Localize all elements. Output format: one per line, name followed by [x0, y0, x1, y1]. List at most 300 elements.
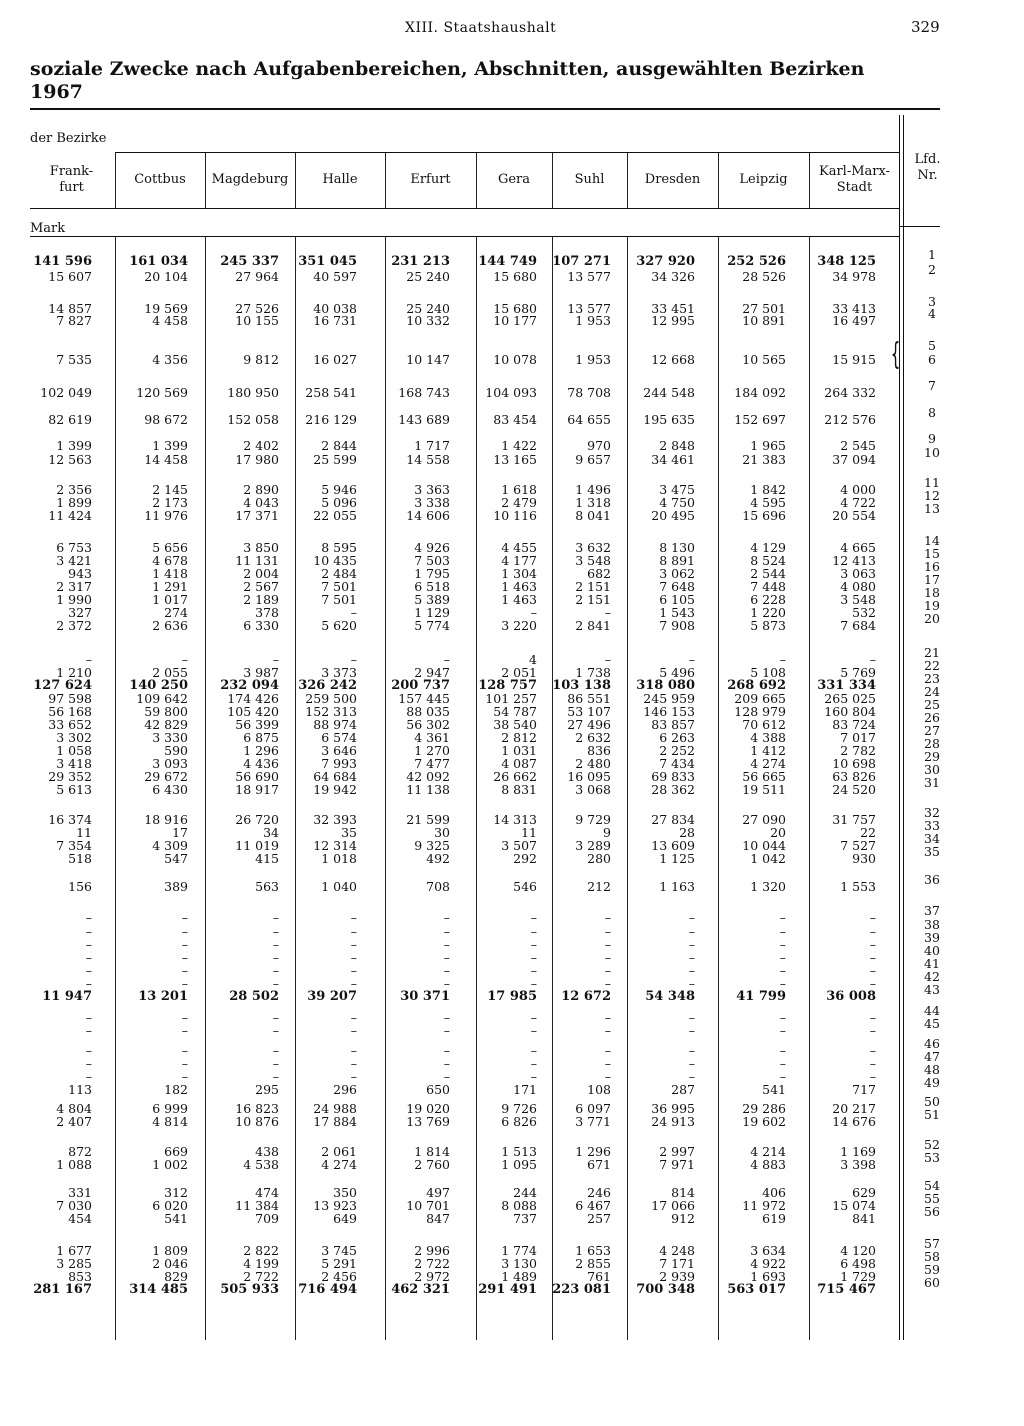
table-cell: –	[688, 937, 695, 952]
table-cell: 39 207	[307, 989, 357, 1004]
table-cell: 14 857	[48, 301, 92, 316]
row-number: 30	[924, 762, 940, 777]
table-cell: 2 145	[152, 482, 188, 497]
table-cell: 350	[333, 1185, 357, 1200]
row-number: 42	[924, 969, 940, 984]
column-header: Magdeburg	[211, 172, 289, 187]
table-cell: –	[530, 1043, 537, 1058]
table-cell: 5 389	[414, 592, 450, 607]
row-number: 5 6	[928, 338, 936, 367]
table-cell: –	[181, 1069, 188, 1084]
table-cell: 27 496	[567, 717, 611, 732]
table-cell: 1 296	[243, 743, 279, 758]
table-cell: 3 330	[152, 730, 188, 745]
table-cell: –	[272, 910, 279, 925]
table-cell: –	[85, 950, 92, 965]
table-cell: 10 044	[742, 838, 786, 853]
table-cell: 8 891	[659, 553, 695, 568]
table-cell: 7 017	[840, 730, 876, 745]
table-cell: 1 412	[750, 743, 786, 758]
table-cell: 1 795	[414, 566, 450, 581]
table-cell: –	[85, 924, 92, 939]
table-cell: 1 296	[575, 1144, 611, 1159]
table-cell: 26 720	[235, 812, 279, 827]
table-cell: –	[869, 1043, 876, 1058]
table-cell: –	[530, 605, 537, 620]
table-cell: –	[530, 924, 537, 939]
table-cell: 3 632	[575, 540, 611, 555]
table-cell: –	[443, 924, 450, 939]
table-cell: 10 155	[235, 313, 279, 328]
table-cell: 4 804	[56, 1101, 92, 1116]
table-cell: –	[530, 910, 537, 925]
table-cell: 541	[762, 1082, 786, 1097]
table-cell: 12 563	[48, 452, 92, 467]
column-header: Halle	[322, 172, 358, 187]
table-cell: 7 030	[56, 1198, 92, 1213]
table-cell: 1 422	[501, 438, 537, 453]
table-cell: 152 058	[227, 412, 279, 427]
table-cell: 232 094	[220, 678, 279, 693]
table-cell: 3 475	[659, 482, 695, 497]
table-cell: 281 167	[33, 1282, 92, 1297]
column-header: Karl-Marx- Stadt	[819, 164, 890, 195]
table-cell: 649	[333, 1211, 357, 1226]
table-cell: 378	[255, 605, 279, 620]
table-cell: 160 804	[824, 704, 876, 719]
table-cell: 4 043	[243, 495, 279, 510]
table-cell: 3 771	[575, 1114, 611, 1129]
table-cell: 1 129	[414, 605, 450, 620]
row-number: 17	[924, 572, 940, 587]
table-cell: 4 309	[152, 838, 188, 853]
row-number: 15	[924, 546, 940, 561]
table-cell: 1 653	[575, 1243, 611, 1258]
table-cell: 912	[671, 1211, 695, 1226]
table-cell: 11 972	[742, 1198, 786, 1213]
table-cell: 1 729	[840, 1269, 876, 1284]
table-cell: –	[272, 652, 279, 667]
table-cell: 2 632	[575, 730, 611, 745]
row-number: 4	[928, 306, 936, 321]
table-cell: 4 000	[840, 482, 876, 497]
table-cell: 11 424	[48, 508, 92, 523]
table-cell: 244 548	[643, 385, 695, 400]
table-cell: 252 526	[727, 254, 786, 269]
table-cell: 287	[671, 1082, 695, 1097]
column-header: Leipzig	[739, 172, 788, 187]
table-cell: 17	[172, 825, 188, 840]
table-cell: 1 809	[152, 1243, 188, 1258]
table-cell: 1 814	[414, 1144, 450, 1159]
row-number: 52	[924, 1137, 940, 1152]
table-cell: 144 749	[478, 254, 537, 269]
row-number: 37	[924, 903, 940, 918]
table-cell: 18 917	[235, 782, 279, 797]
table-cell: 970	[587, 438, 611, 453]
table-cell: 682	[587, 566, 611, 581]
table-cell: 291 491	[478, 1282, 537, 1297]
table-cell: 1 002	[152, 1157, 188, 1172]
table-cell: 11 138	[406, 782, 450, 797]
table-cell: –	[688, 910, 695, 925]
table-cell: –	[443, 652, 450, 667]
table-cell: 2 822	[243, 1243, 279, 1258]
table-cell: –	[688, 1056, 695, 1071]
table-cell: 2 055	[152, 665, 188, 680]
table-cell: 10 116	[493, 508, 537, 523]
table-cell: 3 421	[56, 553, 92, 568]
table-cell: 716 494	[298, 1282, 357, 1297]
table-cell: –	[869, 1010, 876, 1025]
table-cell: 54 348	[645, 989, 695, 1004]
table-cell: –	[779, 950, 786, 965]
table-cell: 16 823	[235, 1101, 279, 1116]
table-cell: 4 926	[414, 540, 450, 555]
table-cell: 3 289	[575, 838, 611, 853]
table-cell: 1 031	[501, 743, 537, 758]
table-cell: 4 750	[659, 495, 695, 510]
table-cell: 64 655	[567, 412, 611, 427]
table-cell: 3 850	[243, 540, 279, 555]
table-cell: –	[604, 605, 611, 620]
table-cell: 6 518	[414, 579, 450, 594]
table-cell: 13 577	[567, 269, 611, 284]
table-cell: 389	[164, 879, 188, 894]
table-cell: 11 131	[235, 553, 279, 568]
column-separator	[627, 237, 628, 1340]
table-cell: –	[272, 1043, 279, 1058]
table-cell: 715 467	[817, 1282, 876, 1297]
table-cell: 10 891	[742, 313, 786, 328]
row-number: 3	[928, 294, 936, 309]
table-cell: 26 662	[493, 769, 537, 784]
table-cell: –	[350, 910, 357, 925]
table-cell: 3 373	[321, 665, 357, 680]
table-cell: –	[530, 950, 537, 965]
table-cell: 2 189	[243, 592, 279, 607]
title-rule	[30, 108, 940, 110]
table-cell: 2 841	[575, 618, 611, 633]
table-cell: 2 051	[501, 665, 537, 680]
table-cell: 78 708	[567, 385, 611, 400]
table-cell: 326 242	[298, 678, 357, 693]
table-cell: 331	[68, 1185, 92, 1200]
table-cell: 17 980	[235, 452, 279, 467]
table-cell: 292	[513, 851, 537, 866]
table-cell: 63 826	[832, 769, 876, 784]
row-number: 9	[928, 431, 936, 446]
column-header: Gera	[497, 172, 531, 187]
table-cell: 41 799	[736, 989, 786, 1004]
table-cell: 1 717	[414, 438, 450, 453]
row-number: 54	[924, 1178, 940, 1193]
table-cell: 184 092	[734, 385, 786, 400]
table-cell: 40 038	[313, 301, 357, 316]
table-cell: 244	[513, 1185, 537, 1200]
table-cell: –	[688, 1069, 695, 1084]
table-cell: 2 484	[321, 566, 357, 581]
table-cell: 231 213	[391, 254, 450, 269]
table-cell: 6 430	[152, 782, 188, 797]
table-cell: 1 017	[152, 592, 188, 607]
row-number: 56	[924, 1204, 940, 1219]
table-cell: 35	[341, 825, 357, 840]
table-cell: 9 657	[575, 452, 611, 467]
table-cell: 265 025	[824, 691, 876, 706]
table-cell: –	[688, 976, 695, 991]
column-separator	[718, 237, 719, 1340]
table-cell: 7 827	[56, 313, 92, 328]
table-cell: 438	[255, 1144, 279, 1159]
table-cell: 295	[255, 1082, 279, 1097]
table-cell: 3 548	[575, 553, 611, 568]
table-cell: 82 619	[48, 412, 92, 427]
table-cell: 2 356	[56, 482, 92, 497]
table-cell: 19 942	[313, 782, 357, 797]
table-cell: 28 502	[229, 989, 279, 1004]
table-cell: 348 125	[817, 254, 876, 269]
table-cell: 1 088	[56, 1157, 92, 1172]
table-cell: 7 908	[659, 618, 695, 633]
table-cell: 7 448	[750, 579, 786, 594]
table-cell: 3 068	[575, 782, 611, 797]
table-cell: 21 383	[742, 452, 786, 467]
row-number: 58	[924, 1249, 940, 1264]
table-cell: –	[443, 910, 450, 925]
table-cell: 8 524	[750, 553, 786, 568]
table-cell: –	[443, 976, 450, 991]
table-cell: 2 760	[414, 1157, 450, 1172]
table-cell: –	[350, 652, 357, 667]
table-cell: 7 501	[321, 579, 357, 594]
table-cell: 4 274	[750, 756, 786, 771]
table-cell: 829	[164, 1269, 188, 1284]
table-cell: 3 548	[840, 592, 876, 607]
table-cell: 671	[587, 1157, 611, 1172]
table-cell: –	[272, 937, 279, 952]
table-cell: –	[869, 963, 876, 978]
table-cell: 2 636	[152, 618, 188, 633]
table-cell: 5 291	[321, 1256, 357, 1271]
table-cell: 56 168	[48, 704, 92, 719]
table-cell: 15 680	[493, 301, 537, 316]
table-cell: 104 093	[485, 385, 537, 400]
table-cell: 98 672	[144, 412, 188, 427]
table-cell: –	[85, 910, 92, 925]
table-cell: 4 883	[750, 1157, 786, 1172]
table-cell: 930	[852, 851, 876, 866]
table-cell: 171	[513, 1082, 537, 1097]
table-cell: 12 995	[651, 313, 695, 328]
table-cell: 29 286	[742, 1101, 786, 1116]
table-cell: 14 676	[832, 1114, 876, 1129]
table-cell: –	[85, 1023, 92, 1038]
lfd-border-2	[903, 115, 904, 1340]
table-cell: 6 020	[152, 1198, 188, 1213]
table-cell: 4 214	[750, 1144, 786, 1159]
table-cell: 462 321	[391, 1282, 450, 1297]
table-cell: 853	[68, 1269, 92, 1284]
row-number: 45	[924, 1016, 940, 1031]
table-cell: –	[181, 1023, 188, 1038]
table-cell: 156	[68, 879, 92, 894]
table-cell: 2 061	[321, 1144, 357, 1159]
table-cell: 7 993	[321, 756, 357, 771]
row-number: 24	[924, 684, 940, 699]
row-number: 21	[924, 645, 940, 660]
table-cell: 2 151	[575, 579, 611, 594]
table-cell: 258 541	[305, 385, 357, 400]
table-cell: 5 613	[56, 782, 92, 797]
table-cell: 16 497	[832, 313, 876, 328]
table-cell: –	[688, 950, 695, 965]
table-cell: 1 543	[659, 605, 695, 620]
table-cell: 318 080	[636, 678, 695, 693]
chapter-title: XIII. Staatshaushalt	[405, 20, 557, 36]
table-cell: 1 042	[750, 851, 786, 866]
table-cell: 33 652	[48, 717, 92, 732]
column-separator	[295, 237, 296, 1340]
table-cell: 12 672	[561, 989, 611, 1004]
table-cell: 25 240	[406, 301, 450, 316]
table-cell: 10 698	[832, 756, 876, 771]
table-cell: 6 105	[659, 592, 695, 607]
table-cell: 2 046	[152, 1256, 188, 1271]
table-cell: 4 129	[750, 540, 786, 555]
column-header: Dresden	[644, 172, 701, 187]
table-cell: –	[85, 1056, 92, 1071]
table-cell: –	[85, 976, 92, 991]
table-cell: 24 520	[832, 782, 876, 797]
table-cell: –	[688, 1010, 695, 1025]
table-cell: 20	[770, 825, 786, 840]
table-cell: 2 848	[659, 438, 695, 453]
table-cell: 700 348	[636, 1282, 695, 1297]
table-cell: 56 665	[742, 769, 786, 784]
table-cell: 7 971	[659, 1157, 695, 1172]
table-cell: 83 454	[493, 412, 537, 427]
table-cell: 1 463	[501, 592, 537, 607]
table-cell: 312	[164, 1185, 188, 1200]
table-cell: –	[85, 963, 92, 978]
row-number: 7	[928, 378, 936, 393]
table-cell: 19 602	[742, 1114, 786, 1129]
table-cell: 4 538	[243, 1157, 279, 1172]
table-cell: 56 302	[406, 717, 450, 732]
table-cell: 4 248	[659, 1243, 695, 1258]
table-cell: 1 169	[840, 1144, 876, 1159]
table-cell: 152 697	[734, 412, 786, 427]
table-cell: 1 513	[501, 1144, 537, 1159]
table-cell: –	[869, 976, 876, 991]
table-cell: –	[181, 910, 188, 925]
table-cell: –	[85, 1010, 92, 1025]
table-cell: –	[779, 910, 786, 925]
table-cell: 546	[513, 879, 537, 894]
table-cell: 6 826	[501, 1114, 537, 1129]
table-cell: 518	[68, 851, 92, 866]
table-cell: 563	[255, 879, 279, 894]
table-cell: 56 690	[235, 769, 279, 784]
table-cell: 2 456	[321, 1269, 357, 1284]
unit-rule	[30, 236, 900, 237]
table-cell: 1 738	[575, 665, 611, 680]
table-cell: 8 088	[501, 1198, 537, 1213]
table-cell: 847	[426, 1211, 450, 1226]
table-cell: 1 489	[501, 1269, 537, 1284]
table-cell: 4 199	[243, 1256, 279, 1271]
table-cell: –	[85, 652, 92, 667]
table-cell: –	[604, 1023, 611, 1038]
table-cell: 13 201	[138, 989, 188, 1004]
table-cell: 2 844	[321, 438, 357, 453]
table-cell: 4 455	[501, 540, 537, 555]
table-cell: 161 034	[129, 254, 188, 269]
table-cell: 13 769	[406, 1114, 450, 1129]
table-cell: –	[272, 1023, 279, 1038]
table-cell: –	[604, 1010, 611, 1025]
table-cell: 27 501	[742, 301, 786, 316]
table-cell: 59 800	[144, 704, 188, 719]
row-number: 47	[924, 1049, 940, 1064]
row-number: 40	[924, 943, 940, 958]
table-cell: –	[443, 1043, 450, 1058]
table-cell: 2 173	[152, 495, 188, 510]
table-cell: –	[181, 924, 188, 939]
table-cell: 16 731	[313, 313, 357, 328]
table-cell: 22	[860, 825, 876, 840]
row-number: 46	[924, 1036, 940, 1051]
table-cell: 264 332	[824, 385, 876, 400]
table-cell: 5 496	[659, 665, 695, 680]
table-cell: 2 567	[243, 579, 279, 594]
table-cell: 18 916	[144, 812, 188, 827]
group-rule	[115, 152, 900, 153]
table-cell: 4 274	[321, 1157, 357, 1172]
table-cell: 9 729	[575, 812, 611, 827]
table-cell: –	[181, 937, 188, 952]
table-cell: 7 648	[659, 579, 695, 594]
table-cell: –	[869, 924, 876, 939]
table-cell: –	[604, 1056, 611, 1071]
table-cell: 21 599	[406, 812, 450, 827]
row-number: 22	[924, 658, 940, 673]
table-cell: 7 171	[659, 1256, 695, 1271]
table-cell: 13 609	[651, 838, 695, 853]
table-cell: –	[181, 976, 188, 991]
row-number: 27	[924, 723, 940, 738]
column-separator	[552, 237, 553, 1340]
table-cell: 2 997	[659, 1144, 695, 1159]
table-cell: 4 678	[152, 553, 188, 568]
table-cell: –	[604, 1069, 611, 1084]
table-cell: 3 418	[56, 756, 92, 771]
table-cell: 4 722	[840, 495, 876, 510]
table-cell: 128 757	[478, 678, 537, 693]
column-header: Cottbus	[134, 172, 186, 187]
table-cell: 105 420	[227, 704, 279, 719]
table-cell: 3 130	[501, 1256, 537, 1271]
table-cell: 216 129	[305, 412, 357, 427]
table-cell: 36 008	[826, 989, 876, 1004]
table-cell: 474	[255, 1185, 279, 1200]
table-cell: 32 393	[313, 812, 357, 827]
table-cell: 24 913	[651, 1114, 695, 1129]
table-cell: –	[443, 1023, 450, 1038]
table-cell: 9	[603, 825, 611, 840]
table-cell: 5 774	[414, 618, 450, 633]
